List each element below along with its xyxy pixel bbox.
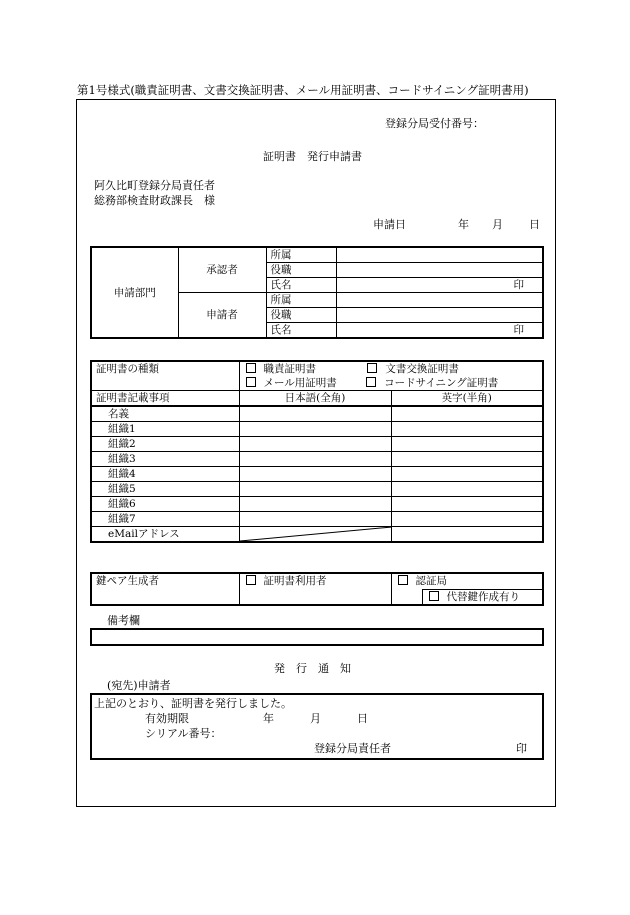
org7-en-field[interactable] <box>391 512 543 527</box>
table-row <box>91 527 543 543</box>
reception-number-label: 登録分局受付番号： <box>385 117 484 130</box>
diagonal-strike <box>240 527 392 541</box>
checkbox-icon <box>398 575 408 585</box>
row-label-email: eMailアドレス <box>91 527 239 543</box>
approver-name-label: 氏名 <box>266 278 336 293</box>
option-code-signing-cert[interactable]: コードサイニング証明書 <box>366 377 498 389</box>
checkbox-icon <box>366 377 376 387</box>
option-proxy-key[interactable]: 代替鍵作成有り <box>422 589 543 604</box>
table-row <box>91 406 543 422</box>
org1-jp-field[interactable] <box>239 422 391 437</box>
signer-label: 登録分局責任者 <box>314 742 391 755</box>
table-row <box>91 452 543 467</box>
addressee-line1: 阿久比町登録分局責任者 <box>94 179 215 192</box>
org3-en-field[interactable] <box>391 452 543 467</box>
row-label-org7: 組織7 <box>91 512 239 527</box>
org2-en-field[interactable] <box>391 437 543 452</box>
option-job-cert[interactable]: 職責証明書 <box>246 363 317 375</box>
org4-en-field[interactable] <box>391 467 543 482</box>
col-japanese: 日本語(全角) <box>239 391 391 407</box>
row-label-org2: 組織2 <box>91 437 239 452</box>
email-jp-disabled <box>239 527 391 543</box>
validity-year: 年 <box>263 712 274 725</box>
row-label-org6: 組織6 <box>91 497 239 512</box>
applicant-name-field[interactable] <box>336 323 543 339</box>
table-row <box>91 422 543 437</box>
org2-jp-field[interactable] <box>239 437 391 452</box>
validity-day: 日 <box>357 712 368 725</box>
checkbox-icon <box>429 591 439 601</box>
validity-label: 有効期限 <box>145 712 189 725</box>
date-year: 年 <box>458 218 469 231</box>
date-day: 日 <box>529 218 540 231</box>
approver-position-label: 役職 <box>266 263 336 278</box>
email-en-field[interactable] <box>391 527 543 543</box>
applicant-position-label: 役職 <box>266 308 336 323</box>
approver-affiliation-label: 所属 <box>266 247 336 263</box>
certificate-table <box>90 360 544 543</box>
checkbox-icon <box>367 363 377 373</box>
applicant-label: 申請者 <box>178 293 266 339</box>
row-label-name: 名義 <box>91 406 239 422</box>
remarks-label: 備考欄 <box>107 614 140 627</box>
notice-title: 発 行 通 知 <box>274 662 351 675</box>
table-row <box>91 467 543 482</box>
cert-items-label: 証明書記載事項 <box>91 391 239 407</box>
row-label-org1: 組織1 <box>91 422 239 437</box>
table-row <box>91 512 543 527</box>
org6-jp-field[interactable] <box>239 497 391 512</box>
approver-position-field[interactable] <box>336 263 543 278</box>
approver-name-field[interactable] <box>336 278 543 293</box>
applicant-affiliation-field[interactable] <box>336 293 543 308</box>
cert-type-label: 証明書の種類 <box>91 361 239 391</box>
date-month: 月 <box>492 218 503 231</box>
row-label-org4: 組織4 <box>91 467 239 482</box>
table-row <box>91 437 543 452</box>
dept-label: 申請部門 <box>91 247 178 338</box>
applicant-position-field[interactable] <box>336 308 543 323</box>
checkbox-icon <box>246 363 256 373</box>
name-jp-field[interactable] <box>239 406 391 422</box>
remarks-field[interactable] <box>90 628 544 646</box>
row-label-org3: 組織3 <box>91 452 239 467</box>
option-doc-exchange-cert[interactable]: 文書交換証明書 <box>367 363 459 375</box>
option-mail-cert[interactable]: メール用証明書 <box>246 377 337 389</box>
validity-month: 月 <box>310 712 321 725</box>
option-ca[interactable]: 認証局 <box>391 573 543 588</box>
serial-label: シリアル番号： <box>145 727 222 740</box>
checkbox-icon <box>246 377 256 387</box>
applicant-affiliation-label: 所属 <box>266 293 336 308</box>
org1-en-field[interactable] <box>391 422 543 437</box>
application-date-label: 申請日 <box>373 218 406 231</box>
checkbox-icon <box>246 575 256 585</box>
addressee-line2: 総務部検査財政課長 様 <box>94 194 215 207</box>
notice-addressee: (宛先)申請者 <box>107 679 171 692</box>
notice-line1: 上記のとおり、証明書を発行しました。 <box>94 697 292 710</box>
table-row <box>91 497 543 512</box>
table-row <box>91 482 543 497</box>
approver-seal: 印 <box>513 279 524 291</box>
col-english: 英字(半角) <box>391 391 543 407</box>
applicant-seal: 印 <box>513 324 524 336</box>
org4-jp-field[interactable] <box>239 467 391 482</box>
org7-jp-field[interactable] <box>239 512 391 527</box>
applicant-name-label: 氏名 <box>266 323 336 339</box>
document-title: 証明書 発行申請書 <box>263 150 362 163</box>
signer-seal: 印 <box>516 742 527 755</box>
keypair-label: 鍵ペア生成者 <box>91 573 239 605</box>
org5-en-field[interactable] <box>391 482 543 497</box>
org6-en-field[interactable] <box>391 497 543 512</box>
option-cert-user[interactable]: 証明書利用者 <box>239 573 391 605</box>
row-label-org5: 組織5 <box>91 482 239 497</box>
name-en-field[interactable] <box>391 406 543 422</box>
approver-affiliation-field[interactable] <box>336 247 543 263</box>
org5-jp-field[interactable] <box>239 482 391 497</box>
org3-jp-field[interactable] <box>239 452 391 467</box>
department-table <box>90 246 544 339</box>
form-title: 第1号様式(職責証明書、文書交換証明書、メール用証明書、コードサイニング証明書用) <box>77 83 529 97</box>
keypair-table <box>90 572 544 606</box>
approver-label: 承認者 <box>178 247 266 293</box>
